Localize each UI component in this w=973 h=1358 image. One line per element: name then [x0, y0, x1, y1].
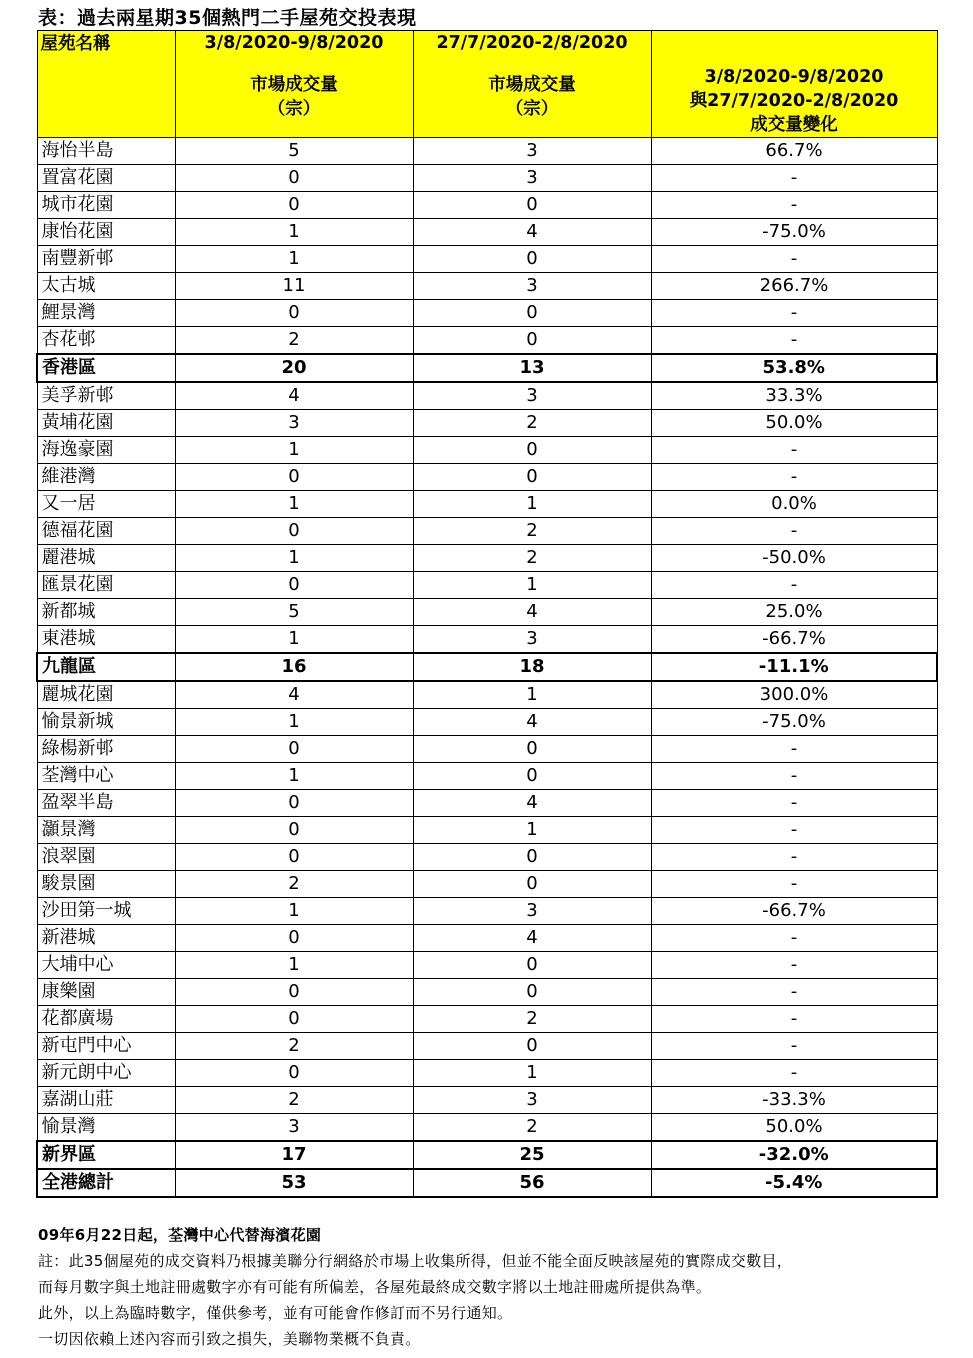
table-row — [37, 437, 937, 464]
change-cell: -75.0% — [651, 219, 937, 246]
period1-volume-cell: 20 — [175, 354, 413, 382]
period2-volume-cell: 56 — [413, 1169, 651, 1197]
table-row — [37, 192, 937, 219]
estate-name-cell: 愉景新城 — [37, 709, 175, 736]
period2-volume-cell: 1 — [413, 681, 651, 709]
period1-volume-cell: 3 — [175, 410, 413, 437]
estate-name-cell: 灝景灣 — [37, 817, 175, 844]
table-row — [37, 327, 937, 355]
period1-volume-cell: 1 — [175, 952, 413, 979]
period1-volume-cell: 0 — [175, 844, 413, 871]
header-period2-unit: （宗） — [505, 99, 559, 119]
table-row — [37, 300, 937, 327]
change-cell: - — [651, 979, 937, 1006]
estate-name-cell: 新屯門中心 — [37, 1033, 175, 1060]
change-cell: 53.8% — [651, 354, 937, 382]
header-change-line2: 與27/7/2020-2/8/2020 — [689, 91, 899, 111]
period2-volume-cell: 2 — [413, 1114, 651, 1142]
period2-volume-cell: 0 — [413, 246, 651, 273]
table-body — [37, 138, 937, 1198]
period1-volume-cell: 0 — [175, 925, 413, 952]
table-row — [37, 925, 937, 952]
change-cell: - — [651, 817, 937, 844]
change-cell: - — [651, 952, 937, 979]
table-row — [37, 410, 937, 437]
period2-volume-cell: 2 — [413, 545, 651, 572]
period2-volume-cell: 0 — [413, 464, 651, 491]
change-cell: - — [651, 790, 937, 817]
header-period2 — [413, 31, 651, 138]
period2-volume-cell: 1 — [413, 1060, 651, 1087]
period1-volume-cell: 1 — [175, 626, 413, 654]
estate-name-cell: 康樂園 — [37, 979, 175, 1006]
change-cell: 33.3% — [651, 382, 937, 410]
estate-name-cell: 九龍區 — [37, 653, 175, 681]
period2-volume-cell: 0 — [413, 1033, 651, 1060]
table-row — [37, 219, 937, 246]
estate-name-cell: 海怡半島 — [37, 138, 175, 165]
period2-volume-cell: 2 — [413, 1006, 651, 1033]
table-row — [37, 1033, 937, 1060]
estate-name-cell: 杏花邨 — [37, 327, 175, 355]
estate-name-cell: 綠楊新邨 — [37, 736, 175, 763]
period1-volume-cell: 2 — [175, 871, 413, 898]
header-spacer — [176, 55, 413, 73]
change-cell: 300.0% — [651, 681, 937, 709]
table-row — [37, 572, 937, 599]
period2-volume-cell: 3 — [413, 382, 651, 410]
period1-volume-cell: 0 — [175, 1006, 413, 1033]
header-spacer — [414, 55, 651, 73]
header-period1 — [175, 31, 413, 138]
period2-volume-cell: 0 — [413, 736, 651, 763]
estate-name-cell: 東港城 — [37, 626, 175, 654]
estate-name-cell: 全港總計 — [37, 1169, 175, 1197]
period2-volume-cell: 2 — [413, 518, 651, 545]
change-cell: -66.7% — [651, 626, 937, 654]
period1-volume-cell: 0 — [175, 165, 413, 192]
change-cell: - — [651, 871, 937, 898]
subtotal-row — [37, 1141, 937, 1169]
period2-volume-cell: 4 — [413, 709, 651, 736]
header-row — [37, 31, 937, 138]
period1-volume-cell: 2 — [175, 327, 413, 355]
change-cell: 50.0% — [651, 1114, 937, 1142]
estate-name-cell: 盈翠半島 — [37, 790, 175, 817]
header-change-line3: 成交量變化 — [750, 115, 838, 135]
header-period2-dates: 27/7/2020-2/8/2020 — [436, 33, 628, 53]
period2-volume-cell: 3 — [413, 1087, 651, 1114]
period2-volume-cell: 4 — [413, 599, 651, 626]
table-row — [37, 709, 937, 736]
period2-volume-cell: 0 — [413, 844, 651, 871]
change-cell: - — [651, 192, 937, 219]
period1-volume-cell: 1 — [175, 709, 413, 736]
period1-volume-cell: 1 — [175, 219, 413, 246]
estate-name-cell: 置富花園 — [37, 165, 175, 192]
period1-volume-cell: 2 — [175, 1087, 413, 1114]
table-row — [37, 464, 937, 491]
period1-volume-cell: 0 — [175, 979, 413, 1006]
period1-volume-cell: 0 — [175, 300, 413, 327]
table-row — [37, 817, 937, 844]
period1-volume-cell: 0 — [175, 736, 413, 763]
change-cell: - — [651, 763, 937, 790]
notes-section — [38, 1222, 938, 1352]
table-row — [37, 382, 937, 410]
period2-volume-cell: 2 — [413, 410, 651, 437]
change-cell: - — [651, 437, 937, 464]
period2-volume-cell: 3 — [413, 273, 651, 300]
period1-volume-cell: 53 — [175, 1169, 413, 1197]
estate-name-cell: 太古城 — [37, 273, 175, 300]
period1-volume-cell: 0 — [175, 192, 413, 219]
period2-volume-cell: 4 — [413, 219, 651, 246]
header-period1-dates: 3/8/2020-9/8/2020 — [204, 33, 384, 53]
change-cell: -66.7% — [651, 898, 937, 925]
table-title: 表：過去兩星期35個熱門二手屋苑交投表現 — [38, 7, 417, 29]
estate-name-cell: 維港灣 — [37, 464, 175, 491]
period1-volume-cell: 5 — [175, 599, 413, 626]
period1-volume-cell: 1 — [175, 763, 413, 790]
period1-volume-cell: 0 — [175, 790, 413, 817]
notes-line-3: 此外，以上為臨時數字，僅供參考，並有可能會作修訂而不另行通知。 — [38, 1304, 513, 1322]
subtotal-row — [37, 354, 937, 382]
period1-volume-cell: 0 — [175, 817, 413, 844]
change-cell: - — [651, 572, 937, 599]
period1-volume-cell: 4 — [175, 681, 413, 709]
period1-volume-cell: 1 — [175, 545, 413, 572]
header-period2-volume: 市場成交量 — [488, 75, 576, 95]
table-row — [37, 871, 937, 898]
estate-name-cell: 鯉景灣 — [37, 300, 175, 327]
period2-volume-cell: 0 — [413, 300, 651, 327]
estate-name-cell: 愉景灣 — [37, 1114, 175, 1142]
period1-volume-cell: 3 — [175, 1114, 413, 1142]
table-row — [37, 1060, 937, 1087]
estate-name-cell: 浪翠園 — [37, 844, 175, 871]
period2-volume-cell: 0 — [413, 192, 651, 219]
header-estate — [37, 31, 175, 138]
period1-volume-cell: 1 — [175, 437, 413, 464]
period2-volume-cell: 0 — [413, 327, 651, 355]
change-cell: - — [651, 300, 937, 327]
period2-volume-cell: 18 — [413, 653, 651, 681]
period2-volume-cell: 4 — [413, 790, 651, 817]
table-row — [37, 898, 937, 925]
estate-name-cell: 花都廣場 — [37, 1006, 175, 1033]
period1-volume-cell: 4 — [175, 382, 413, 410]
estate-name-cell: 新元朗中心 — [37, 1060, 175, 1087]
change-cell: 266.7% — [651, 273, 937, 300]
table-row — [37, 763, 937, 790]
period2-volume-cell: 0 — [413, 979, 651, 1006]
table-row — [37, 844, 937, 871]
period2-volume-cell: 0 — [413, 871, 651, 898]
period2-volume-cell: 1 — [413, 817, 651, 844]
change-cell: - — [651, 1060, 937, 1087]
subtotal-row — [37, 653, 937, 681]
change-cell: -11.1% — [651, 653, 937, 681]
period1-volume-cell: 0 — [175, 1060, 413, 1087]
table-row — [37, 273, 937, 300]
change-cell: - — [651, 327, 937, 355]
change-cell: - — [651, 1033, 937, 1060]
transactions-table — [36, 30, 938, 1198]
table-row — [37, 165, 937, 192]
table-row — [37, 1006, 937, 1033]
period1-volume-cell: 0 — [175, 572, 413, 599]
change-cell: -50.0% — [651, 545, 937, 572]
notes-highlight: 09年6月22日起，荃灣中心代替海濱花園 — [38, 1226, 322, 1244]
notes-line-4: 一切因依賴上述內容而引致之損失，美聯物業概不負責。 — [38, 1330, 421, 1348]
header-estate-label: 屋苑名稱 — [40, 34, 111, 54]
table-row — [37, 138, 937, 165]
period2-volume-cell: 3 — [413, 138, 651, 165]
estate-name-cell: 新都城 — [37, 599, 175, 626]
table-row — [37, 736, 937, 763]
change-cell: 66.7% — [651, 138, 937, 165]
change-cell: -32.0% — [651, 1141, 937, 1169]
table-row — [37, 545, 937, 572]
period1-volume-cell: 1 — [175, 246, 413, 273]
estate-name-cell: 麗港城 — [37, 545, 175, 572]
change-cell: 25.0% — [651, 599, 937, 626]
estate-name-cell: 德福花園 — [37, 518, 175, 545]
table-row — [37, 626, 937, 654]
table-row — [37, 518, 937, 545]
change-cell: - — [651, 1006, 937, 1033]
change-cell: - — [651, 246, 937, 273]
estate-name-cell: 沙田第一城 — [37, 898, 175, 925]
period1-volume-cell: 0 — [175, 518, 413, 545]
table-row — [37, 1114, 937, 1142]
estate-name-cell: 匯景花園 — [37, 572, 175, 599]
estate-name-cell: 黃埔花園 — [37, 410, 175, 437]
change-cell: - — [651, 736, 937, 763]
period2-volume-cell: 0 — [413, 952, 651, 979]
change-cell: - — [651, 844, 937, 871]
table-row — [37, 952, 937, 979]
table-row — [37, 246, 937, 273]
period2-volume-cell: 0 — [413, 437, 651, 464]
period2-volume-cell: 3 — [413, 626, 651, 654]
change-cell: -33.3% — [651, 1087, 937, 1114]
period2-volume-cell: 4 — [413, 925, 651, 952]
period1-volume-cell: 2 — [175, 1033, 413, 1060]
table-row — [37, 979, 937, 1006]
period2-volume-cell: 1 — [413, 491, 651, 518]
header-change-line1: 3/8/2020-9/8/2020 — [704, 67, 884, 87]
header-period1-volume: 市場成交量 — [250, 75, 338, 95]
period1-volume-cell: 5 — [175, 138, 413, 165]
period2-volume-cell: 1 — [413, 572, 651, 599]
change-cell: -75.0% — [651, 709, 937, 736]
estate-name-cell: 麗城花園 — [37, 681, 175, 709]
change-cell: 50.0% — [651, 410, 937, 437]
estate-name-cell: 城市花園 — [37, 192, 175, 219]
table-row — [37, 491, 937, 518]
period1-volume-cell: 17 — [175, 1141, 413, 1169]
header-change — [651, 31, 937, 138]
estate-name-cell: 新界區 — [37, 1141, 175, 1169]
change-cell: - — [651, 518, 937, 545]
period1-volume-cell: 1 — [175, 491, 413, 518]
change-cell: - — [651, 925, 937, 952]
period2-volume-cell: 0 — [413, 763, 651, 790]
estate-name-cell: 新港城 — [37, 925, 175, 952]
period2-volume-cell: 25 — [413, 1141, 651, 1169]
change-cell: -5.4% — [651, 1169, 937, 1197]
notes-line-2: 而每月數字與土地註冊處數字亦有可能有所偏差，各屋苑最終成交數字將以土地註冊處所提供為準。 — [38, 1278, 712, 1296]
estate-name-cell: 香港區 — [37, 354, 175, 382]
estate-name-cell: 康怡花園 — [37, 219, 175, 246]
subtotal-row — [37, 1169, 937, 1197]
period2-volume-cell: 3 — [413, 165, 651, 192]
table-row — [37, 599, 937, 626]
period1-volume-cell: 11 — [175, 273, 413, 300]
estate-name-cell: 南豐新邨 — [37, 246, 175, 273]
header-period1-unit: （宗） — [267, 99, 321, 119]
period1-volume-cell: 0 — [175, 464, 413, 491]
period2-volume-cell: 13 — [413, 354, 651, 382]
estate-name-cell: 駿景園 — [37, 871, 175, 898]
table-row — [37, 1087, 937, 1114]
estate-name-cell: 海逸豪園 — [37, 437, 175, 464]
table-row — [37, 681, 937, 709]
change-cell: 0.0% — [651, 491, 937, 518]
change-cell: - — [651, 165, 937, 192]
estate-name-cell: 大埔中心 — [37, 952, 175, 979]
estate-name-cell: 又一居 — [37, 491, 175, 518]
period1-volume-cell: 16 — [175, 653, 413, 681]
estate-name-cell: 荃灣中心 — [37, 763, 175, 790]
period2-volume-cell: 3 — [413, 898, 651, 925]
estate-name-cell: 嘉湖山莊 — [37, 1087, 175, 1114]
change-cell: - — [651, 464, 937, 491]
estate-name-cell: 美孚新邨 — [37, 382, 175, 410]
period1-volume-cell: 1 — [175, 898, 413, 925]
notes-line-1: 註：此35個屋苑的成交資料乃根據美聯分行網絡於市場上收集所得，但並不能全面反映該屋苑的實際成交數目， — [38, 1252, 793, 1270]
table-row — [37, 790, 937, 817]
